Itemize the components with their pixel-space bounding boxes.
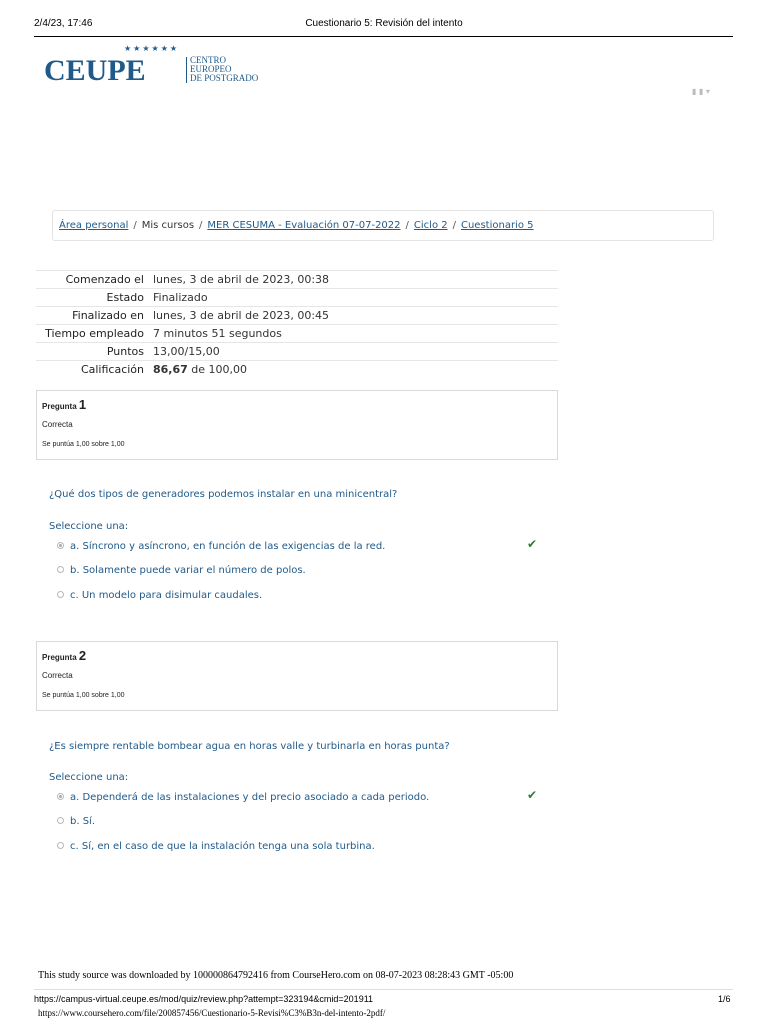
- breadcrumb-quiz[interactable]: Cuestionario 5: [460, 220, 534, 231]
- header-divider: [34, 36, 733, 37]
- summary-row-time-taken: [36, 325, 558, 343]
- question-2-option-a[interactable]: [57, 792, 429, 803]
- option-text: a. Síncrono y asíncrono, en función de las exigencias de la red.: [70, 541, 386, 552]
- question-2-text: ¿Es siempre rentable bombear agua en horas valle y turbinarla en horas punta?: [49, 741, 450, 752]
- check-icon: ✔: [527, 537, 538, 551]
- breadcrumb-separator: /: [452, 220, 456, 231]
- summary-value: Finalizado: [153, 291, 208, 304]
- summary-label: Calificación: [80, 363, 144, 377]
- logo-subtitle-line: DE POSTGRADO: [190, 73, 259, 83]
- option-text: c. Sí, en el caso de que la instalación tenga una sola turbina.: [70, 841, 375, 852]
- print-datetime: 2/4/23, 17:46: [34, 18, 93, 29]
- question-2-option-c[interactable]: [57, 841, 375, 852]
- breadcrumb-course[interactable]: MER CESUMA - Evaluación 07-07-2022: [207, 220, 401, 231]
- logo-stars: ★★★★★★: [124, 44, 180, 53]
- question-grade: Se puntúa 1,00 sobre 1,00: [42, 441, 125, 448]
- question-1-info: [36, 390, 558, 460]
- summary-row-points: [36, 343, 558, 361]
- question-1-option-a[interactable]: [57, 541, 385, 552]
- breadcrumb-separator: /: [133, 220, 137, 231]
- summary-value: lunes, 3 de abril de 2023, 00:45: [153, 309, 330, 322]
- radio-selected-icon[interactable]: [57, 542, 64, 549]
- question-number: [42, 397, 86, 412]
- summary-row-started: [36, 271, 558, 289]
- summary-row-grade: [36, 361, 558, 379]
- grade-score: 86,67: [153, 363, 188, 377]
- question-2-prompt: Seleccione una:: [49, 772, 129, 783]
- breadcrumb-trail: [59, 220, 534, 231]
- summary-label: Estado: [106, 291, 144, 304]
- breadcrumb-mis-cursos: Mis cursos: [141, 220, 195, 231]
- option-text: c. Un modelo para disimular caudales.: [70, 590, 263, 601]
- question-2-option-b[interactable]: [57, 816, 95, 827]
- logo-subtitle-line: EUROPEO: [190, 64, 232, 74]
- breadcrumb-ciclo[interactable]: Ciclo 2: [413, 220, 448, 231]
- summary-value: 7 minutos 51 segundos: [153, 327, 282, 340]
- ceupe-logo[interactable]: [44, 44, 284, 90]
- breadcrumb: [52, 210, 714, 241]
- question-2-info: [36, 641, 558, 711]
- summary-value: lunes, 3 de abril de 2023, 00:38: [153, 273, 330, 286]
- question-1-option-b[interactable]: [57, 565, 306, 576]
- radio-icon[interactable]: [57, 817, 64, 824]
- option-text: a. Dependerá de las instalaciones y del precio asociado a cada periodo.: [70, 792, 430, 803]
- summary-label: Tiempo empleado: [45, 327, 144, 340]
- radio-selected-icon[interactable]: [57, 793, 64, 800]
- summary-label: Puntos: [106, 345, 144, 358]
- radio-icon[interactable]: [57, 566, 64, 573]
- logo-subtitle-line: CENTRO: [190, 55, 226, 65]
- question-label: Pregunta: [42, 653, 79, 662]
- question-number: [42, 648, 86, 663]
- footer-divider: [34, 989, 733, 990]
- question-state: Correcta: [42, 420, 73, 429]
- option-text: b. Sí.: [70, 816, 96, 827]
- radio-icon[interactable]: [57, 842, 64, 849]
- summary-value: [149, 361, 558, 379]
- study-source-notice: This study source was downloaded by 100000864792416 from CourseHero.com on 08-07-2023 08:28:43 GMT -05:00: [38, 970, 514, 981]
- question-number-value: 1: [78, 397, 87, 412]
- summary-row-state: [36, 289, 558, 307]
- source-url: https://www.coursehero.com/file/200857456/Cuestionario-5-Revisi%C3%B3n-del-intento-2pdf/: [38, 1008, 386, 1018]
- print-page-title: Cuestionario 5: Revisión del intento: [305, 18, 463, 29]
- summary-label: Finalizado en: [72, 309, 144, 322]
- summary-value: 13,00/15,00: [153, 345, 220, 358]
- logo-subtitle: [190, 56, 258, 83]
- question-1-prompt: Seleccione una:: [49, 521, 129, 532]
- breadcrumb-separator: /: [199, 220, 203, 231]
- question-1-option-c[interactable]: [57, 590, 262, 601]
- page-url: https://campus-virtual.ceupe.es/mod/quiz/review.php?attempt=323194&cmid=201911: [34, 994, 374, 1004]
- question-number-value: 2: [78, 648, 87, 663]
- grade-max: de 100,00: [187, 363, 248, 377]
- page-number: 1/6: [718, 994, 731, 1004]
- question-label: Pregunta: [42, 402, 79, 411]
- radio-icon[interactable]: [57, 591, 64, 598]
- check-icon: ✔: [527, 788, 538, 802]
- attempt-summary-table: [36, 270, 558, 379]
- summary-row-finished: [36, 307, 558, 325]
- question-state: Correcta: [42, 671, 73, 680]
- breadcrumb-area-personal[interactable]: Área personal: [59, 220, 129, 231]
- option-text: b. Solamente puede variar el número de polos.: [70, 565, 306, 576]
- breadcrumb-separator: /: [405, 220, 409, 231]
- logo-divider: [186, 57, 187, 83]
- user-menu-toggle[interactable]: ▮ ▮ ▾: [692, 87, 710, 96]
- question-grade: Se puntúa 1,00 sobre 1,00: [42, 692, 125, 699]
- summary-label: Comenzado el: [65, 273, 144, 286]
- logo-wordmark: CEUPE: [44, 54, 146, 87]
- question-1-text: ¿Qué dos tipos de generadores podemos instalar en una minicentral?: [49, 489, 398, 500]
